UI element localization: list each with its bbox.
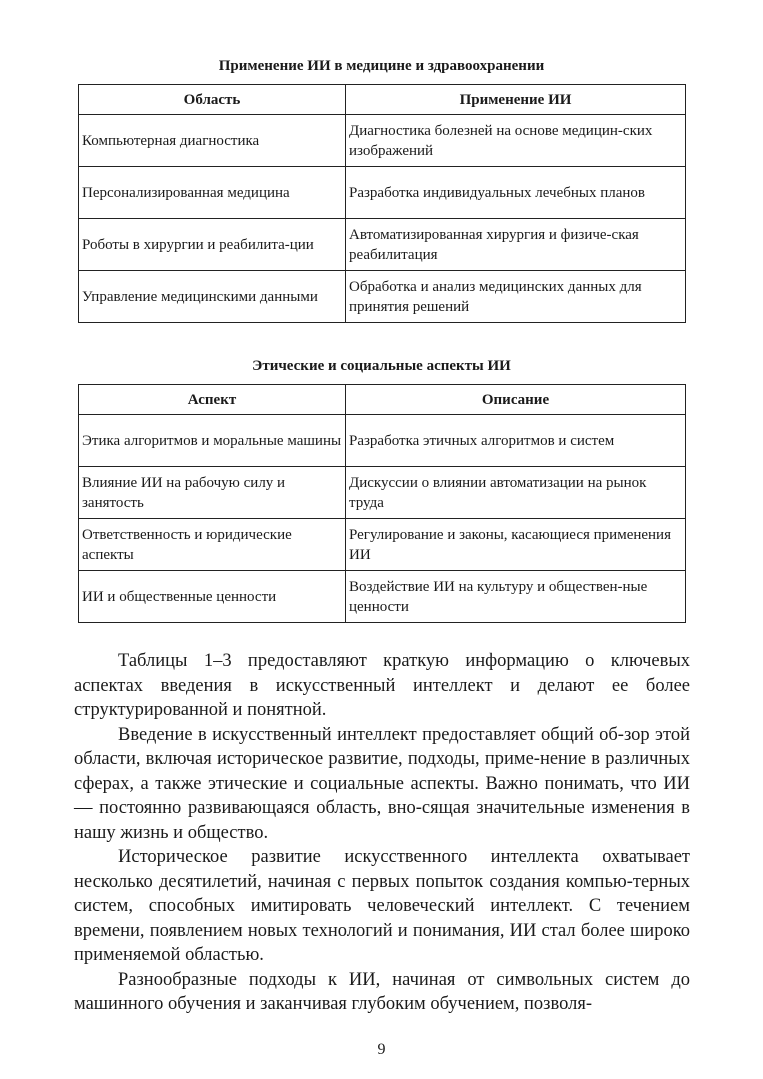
body-text	[74, 649, 690, 1017]
table-cell: Автоматизированная хирургия и физиче-ская реабилитация	[346, 219, 686, 271]
table-header-row	[79, 85, 686, 115]
table-cell: Ответственность и юридические аспекты	[79, 519, 346, 571]
table-row	[79, 571, 686, 623]
table-cell: Воздействие ИИ на культуру и обществен-ные ценности	[346, 571, 686, 623]
table-cell: Диагностика болезней на основе медицин-ских изображений	[346, 115, 686, 167]
table2-ethics	[78, 384, 686, 623]
table-cell: Регулирование и законы, касающиеся применения ИИ	[346, 519, 686, 571]
table-row	[79, 167, 686, 219]
table-cell: Роботы в хирургии и реабилита-ции	[79, 219, 346, 271]
table-cell: Дискуссии о влиянии автоматизации на рынок труда	[346, 467, 686, 519]
table-row	[79, 219, 686, 271]
paragraph: Историческое развитие искусственного интеллекта охватывает несколько десятилетий, начиная с первых попыток создания компью-терных систем, способных имитировать человеческий интеллект. С течением времени, появлением новых технологий и понимания, ИИ стал более широко применяемой областью.	[74, 847, 690, 965]
table-cell: Персонализированная медицина	[79, 167, 346, 219]
column-header: Область	[79, 85, 346, 115]
paragraph: Введение в искусственный интеллект предоставляет общий об-зор этой области, включая историческое развитие, подходы, приме-нение в различных сферах, а также этические и социальные аспекты. Важно понимать, что ИИ — постоянно развивающаяся область, вно-сящая значительные изменения в нашу жизнь и общество.	[74, 724, 690, 843]
table-cell: Компьютерная диагностика	[79, 115, 346, 167]
table-row	[79, 519, 686, 571]
table1-medicine	[78, 84, 686, 323]
table-cell: Разработка этичных алгоритмов и систем	[346, 415, 686, 467]
column-header: Аспект	[79, 385, 346, 415]
page-number: 9	[377, 1041, 386, 1058]
table-row	[79, 467, 686, 519]
table1-caption: Применение ИИ в медицине и здравоохранении	[218, 58, 545, 74]
table-row	[79, 415, 686, 467]
column-header: Применение ИИ	[346, 85, 686, 115]
table2-caption: Этические и социальные аспекты ИИ	[252, 358, 511, 374]
paragraph: Разнообразные подходы к ИИ, начиная от символьных систем до машинного обучения и заканчивая глубоким обучением, позволя-	[74, 969, 690, 1014]
table-cell: Управление медицинскими данными	[79, 271, 346, 323]
table-cell: Этика алгоритмов и моральные машины	[79, 415, 346, 467]
table-row	[79, 271, 686, 323]
table-cell: ИИ и общественные ценности	[79, 571, 346, 623]
table-header-row	[79, 385, 686, 415]
table-cell: Влияние ИИ на рабочую силу и занятость	[79, 467, 346, 519]
column-header: Описание	[346, 385, 686, 415]
paragraph: Таблицы 1–3 предоставляют краткую информацию о ключевых аспектах введения в искусственный интеллект и делают ее более структурированной и понятной.	[74, 651, 690, 720]
table-row	[79, 115, 686, 167]
table-cell: Разработка индивидуальных лечебных планов	[346, 167, 686, 219]
table-cell: Обработка и анализ медицинских данных для принятия решений	[346, 271, 686, 323]
